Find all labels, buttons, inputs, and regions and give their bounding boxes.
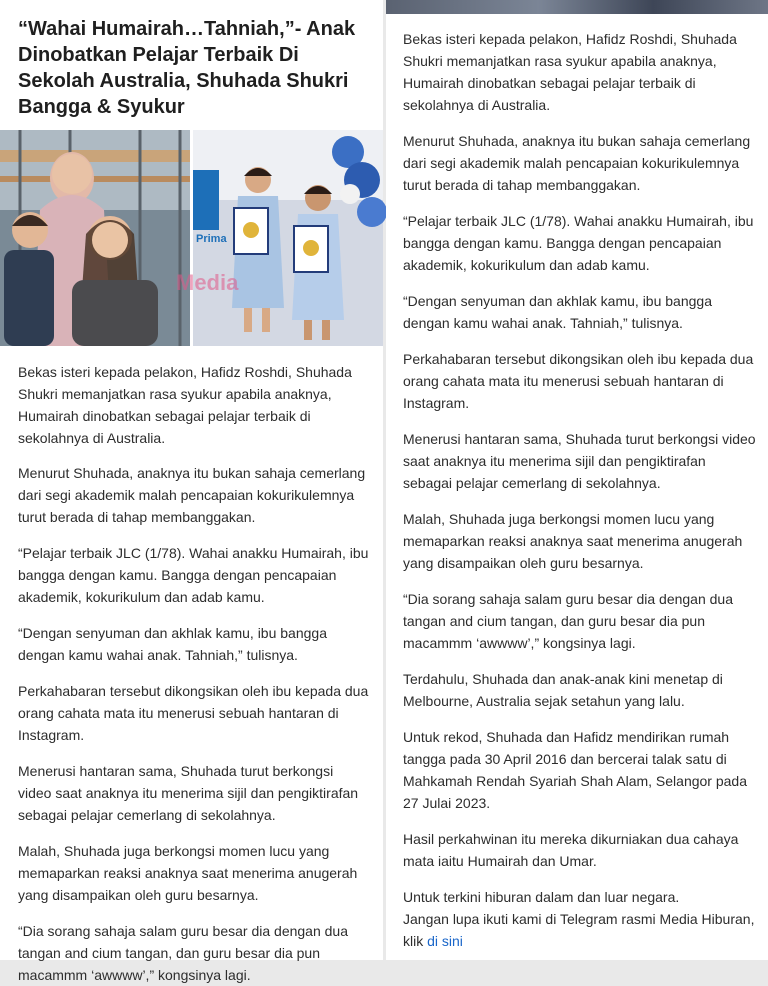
paragraph: “Dia sorang sahaja salam guru besar dia dengan dua tangan and cium tangan, dan guru besar dia pun macammm ‘awwww’,” kongsinya lagi. (403, 591, 733, 651)
paragraph: Perkahabaran tersebut dikongsikan oleh ibu kepada dua orang cahata mata itu menerusi sebuah hantaran di Instagram. (18, 683, 369, 743)
closing-note (403, 886, 758, 952)
closing-line-1: Untuk terkini hiburan dalam dan luar negara. (403, 889, 680, 905)
paragraph: “Dia sorang sahaja salam guru besar dia dengan dua tangan and cium tangan, dan guru besar dia pun macammm ‘awwww’,” kongsinya lagi. (18, 923, 348, 983)
paragraph: Malah, Shuhada juga berkongsi momen lucu yang memaparkan reaksi anaknya saat menerima anugerah yang disampaikan oleh guru besarnya. (18, 843, 358, 903)
telegram-link[interactable]: di sini (427, 933, 463, 949)
paragraph: Menerusi hantaran sama, Shuhada turut berkongsi video saat anaknya itu menerima sijil dan pengiktirafan sebagai pelajar cemerlang di sekolahnya. (18, 763, 359, 823)
paragraph: Hasil perkahwinan itu mereka dikurniakan dua cahaya mata iaitu Humairah dan Umar. (403, 831, 739, 869)
paragraph: Terdahulu, Shuhada dan anak-anak kini menetap di Melbourne, Australia sejak setahun yang lalu. (403, 671, 723, 709)
paragraph: Perkahabaran tersebut dikongsikan oleh ibu kepada dua orang cahata mata itu menerusi sebuah hantaran di Instagram. (403, 351, 754, 411)
paragraph: Untuk rekod, Shuhada dan Hafidz mendirikan rumah tangga pada 30 April 2016 dan bercerai talak satu di Mahkamah Rendah Syariah Shah Alam, Selangor pada 27 Julai 2023. (403, 729, 747, 811)
paragraph: Malah, Shuhada juga berkongsi momen lucu yang memaparkan reaksi anaknya saat menerima anugerah yang disampaikan oleh guru besarnya. (403, 511, 743, 571)
paragraph: “Dengan senyuman dan akhlak kamu, ibu bangga dengan kamu wahai anak. Tahniah,” tulisnya. (18, 625, 327, 663)
paragraph: Menerusi hantaran sama, Shuhada turut berkongsi video saat anaknya itu menerima sijil dan pengiktirafan sebagai pelajar cemerlang di sekolahnya. (403, 431, 756, 491)
article-panel-right (386, 0, 768, 960)
photo-edge-strip (386, 0, 768, 14)
article-hero-image (0, 130, 383, 346)
svg-text:Media: Media (176, 270, 239, 295)
paragraph: “Pelajar terbaik JLC (1/78). Wahai anakku Humairah, ibu bangga dengan kamu. Bangga dengan pencapaian akademik, kokurikulum dan adab kamu. (18, 545, 369, 605)
svg-text:Prima: Prima (196, 233, 227, 245)
article-panel-left (0, 0, 383, 983)
paragraph: Menurut Shuhada, anaknya itu bukan sahaja cemerlang dari segi akademik malah pencapaian kokurikulemnya turut berada di tahap membanggakan. (18, 465, 366, 525)
award-photo (176, 130, 387, 346)
closing-line-2: Jangan lupa ikuti kami di Telegram rasmi Media Hiburan, klik (403, 911, 755, 949)
paragraph: Bekas isteri kepada pelakon, Hafidz Roshdi, Shuhada Shukri memanjatkan rasa syukur apabila anaknya, Humairah dinobatkan sebagai pelajar terbaik di sekolahnya di Australia. (18, 364, 352, 446)
paragraph: Menurut Shuhada, anaknya itu bukan sahaja cemerlang dari segi akademik malah pencapaian kokurikulemnya turut berada di tahap membanggakan. (403, 133, 751, 193)
article-title: “Wahai Humairah…Tahniah,”- Anak Dinobatkan Pelajar Terbaik Di Sekolah Australia, Shuhada Shukri Bangga & Syukur (18, 18, 356, 118)
paragraph: “Dengan senyuman dan akhlak kamu, ibu bangga dengan kamu wahai anak. Tahniah,” tulisnya. (403, 293, 712, 331)
family-photo (0, 130, 190, 346)
paragraph: “Pelajar terbaik JLC (1/78). Wahai anakku Humairah, ibu bangga dengan kamu. Bangga dengan pencapaian akademik, kokurikulum dan adab kamu. (403, 213, 754, 273)
paragraph: Bekas isteri kepada pelakon, Hafidz Roshdi, Shuhada Shukri memanjatkan rasa syukur apabila anaknya, Humairah dinobatkan sebagai pelajar terbaik di sekolahnya di Australia. (403, 31, 737, 113)
